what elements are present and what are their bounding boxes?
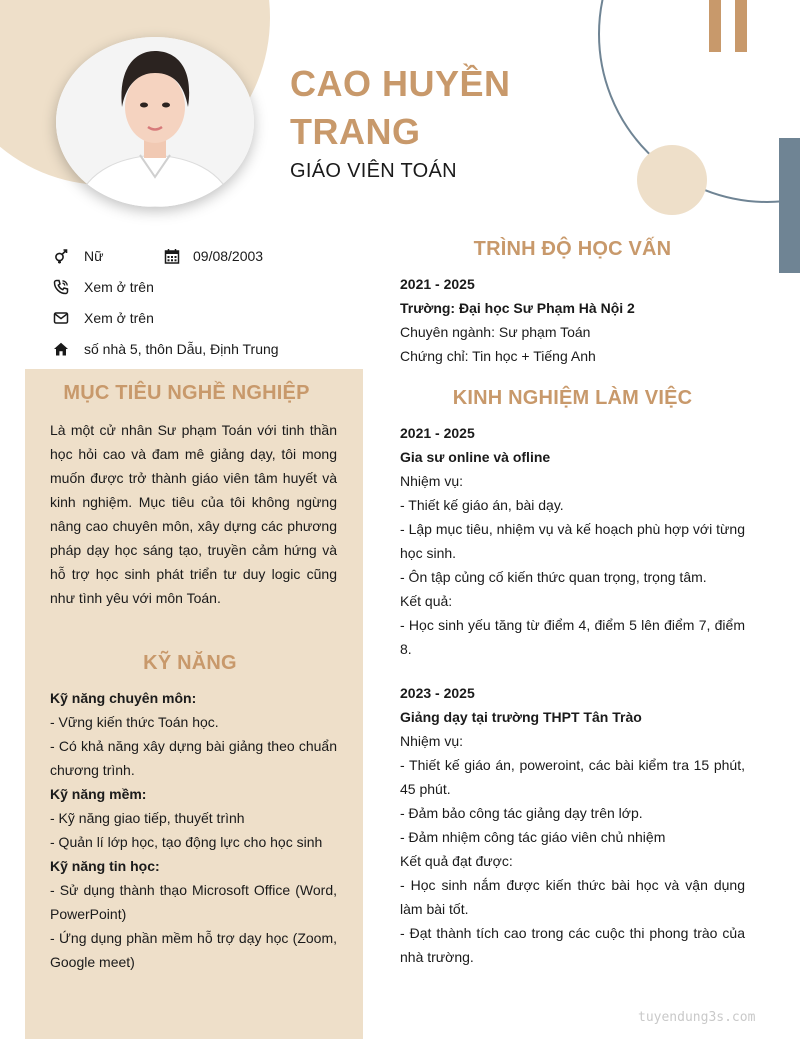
job-result: - Học sinh nắm được kiến thức bài học và vận dụng làm bài tốt. bbox=[400, 877, 745, 917]
skills-it-heading: Kỹ năng tin học: bbox=[50, 858, 160, 874]
skills-soft-item: - Quản lí lớp học, tạo động lực cho học sinh bbox=[50, 834, 323, 850]
phone-value: Xem ở trên bbox=[84, 279, 154, 295]
job-duty: - Thiết kế giáo án, bài dạy. bbox=[400, 497, 564, 513]
skills-pro-heading: Kỹ năng chuyên môn: bbox=[50, 690, 197, 706]
name-line-1: CAO HUYỀN bbox=[290, 63, 511, 104]
skills-it-item: - Sử dụng thành thạo Microsoft Office (Word, PowerPoint) bbox=[50, 882, 337, 922]
watermark: tuyendung3s.com bbox=[638, 1010, 756, 1025]
job-result: - Đạt thành tích cao trong các cuộc thi phong trào của nhà trường. bbox=[400, 925, 745, 965]
job-duties-label: Nhiệm vụ: bbox=[400, 473, 464, 489]
skills-pro-item: - Có khả năng xây dựng bài giảng theo chuẩn chương trình. bbox=[50, 738, 337, 778]
job-duty: - Đảm nhiệm công tác giáo viên chủ nhiệm bbox=[400, 829, 666, 845]
job-duty: - Ôn tập củng cố kiến thức quan trọng, trọng tâm. bbox=[400, 569, 707, 585]
contact-phone bbox=[52, 278, 154, 296]
gender-value: Nữ bbox=[84, 248, 104, 264]
home-icon bbox=[52, 340, 70, 358]
candidate-name bbox=[290, 60, 511, 156]
job-duty: - Lập mục tiêu, nhiệm vụ và kế hoạch phù hợp với từng học sinh. bbox=[400, 521, 745, 561]
job-result-label: Kết quả: bbox=[400, 593, 453, 609]
skills-pro-item: - Vững kiến thức Toán học. bbox=[50, 714, 219, 730]
objective-title: MỤC TIÊU NGHỀ NGHIỆP bbox=[63, 382, 310, 404]
education-cert: Chứng chỉ: Tin học + Tiếng Anh bbox=[400, 348, 596, 364]
decor-side-strip bbox=[779, 138, 800, 273]
education-content bbox=[400, 272, 745, 368]
skills-it-item: - Ứng dụng phần mềm hỗ trợ dạy học (Zoom, Google meet) bbox=[50, 930, 337, 970]
education-title: TRÌNH ĐỘ HỌC VẤN bbox=[473, 238, 672, 260]
job-result: - Học sinh yếu tăng từ điểm 4, điểm 5 lên điểm 7, điểm 8. bbox=[400, 617, 745, 657]
job-years: 2021 - 2025 bbox=[400, 425, 475, 441]
objective-text: Là một cử nhân Sư phạm Toán với tinh thần học hỏi cao và đam mê giảng dạy, tôi mong muốn được trở thành giáo viên tâm huyết và kinh nghiệm. Mục tiêu của tôi không ngừng nâng cao chuyên môn, xây dựng các phương pháp dạy học sáng tạo, truyền cảm hứng và hỗ trợ học sinh phát triển tư duy logic cũng như tình yêu với môn Toán. bbox=[50, 422, 337, 606]
job-duties-label: Nhiệm vụ: bbox=[400, 733, 464, 749]
skills-content bbox=[50, 686, 337, 974]
job-duty: - Đảm bảo công tác giảng dạy trên lớp. bbox=[400, 805, 643, 821]
contact-email bbox=[52, 309, 154, 327]
education-years: 2021 - 2025 bbox=[400, 276, 475, 292]
job-result-label: Kết quả đạt được: bbox=[400, 853, 513, 869]
contact-address bbox=[52, 340, 279, 358]
profile-photo bbox=[56, 37, 254, 207]
decor-bar bbox=[735, 0, 747, 52]
email-value: Xem ở trên bbox=[84, 310, 154, 326]
mail-icon bbox=[52, 309, 70, 327]
job-position: Giảng dạy tại trường THPT Tân Trào bbox=[400, 709, 642, 725]
skills-title: KỸ NĂNG bbox=[143, 652, 237, 674]
education-major: Chuyên ngành: Sư phạm Toán bbox=[400, 324, 591, 340]
job-position: Gia sư online và ofline bbox=[400, 449, 551, 465]
birthday-value: 09/08/2003 bbox=[193, 248, 264, 264]
skills-soft-item: - Kỹ năng giao tiếp, thuyết trình bbox=[50, 810, 245, 826]
job-years: 2023 - 2025 bbox=[400, 685, 475, 701]
job-role: GIÁO VIÊN TOÁN bbox=[290, 160, 457, 182]
calendar-icon bbox=[163, 247, 181, 265]
job-duty: - Thiết kế giáo án, poweroint, các bài kiểm tra 15 phút, 45 phút. bbox=[400, 757, 745, 797]
experience-job-1 bbox=[400, 421, 745, 661]
decor-beige-dot bbox=[637, 145, 707, 215]
decor-bar bbox=[709, 0, 721, 52]
gender-icon bbox=[52, 247, 70, 265]
experience-title: KINH NGHIỆM LÀM VIỆC bbox=[452, 387, 693, 409]
name-line-2: TRANG bbox=[290, 111, 421, 152]
address-value: số nhà 5, thôn Dẫu, Định Trung bbox=[84, 341, 279, 357]
skills-soft-heading: Kỹ năng mềm: bbox=[50, 786, 147, 802]
education-school: Trường: Đại học Sư Phạm Hà Nội 2 bbox=[400, 300, 635, 316]
experience-job-2 bbox=[400, 681, 745, 969]
contact-birthday bbox=[163, 247, 263, 265]
contact-gender bbox=[52, 247, 103, 265]
phone-icon bbox=[52, 278, 70, 296]
